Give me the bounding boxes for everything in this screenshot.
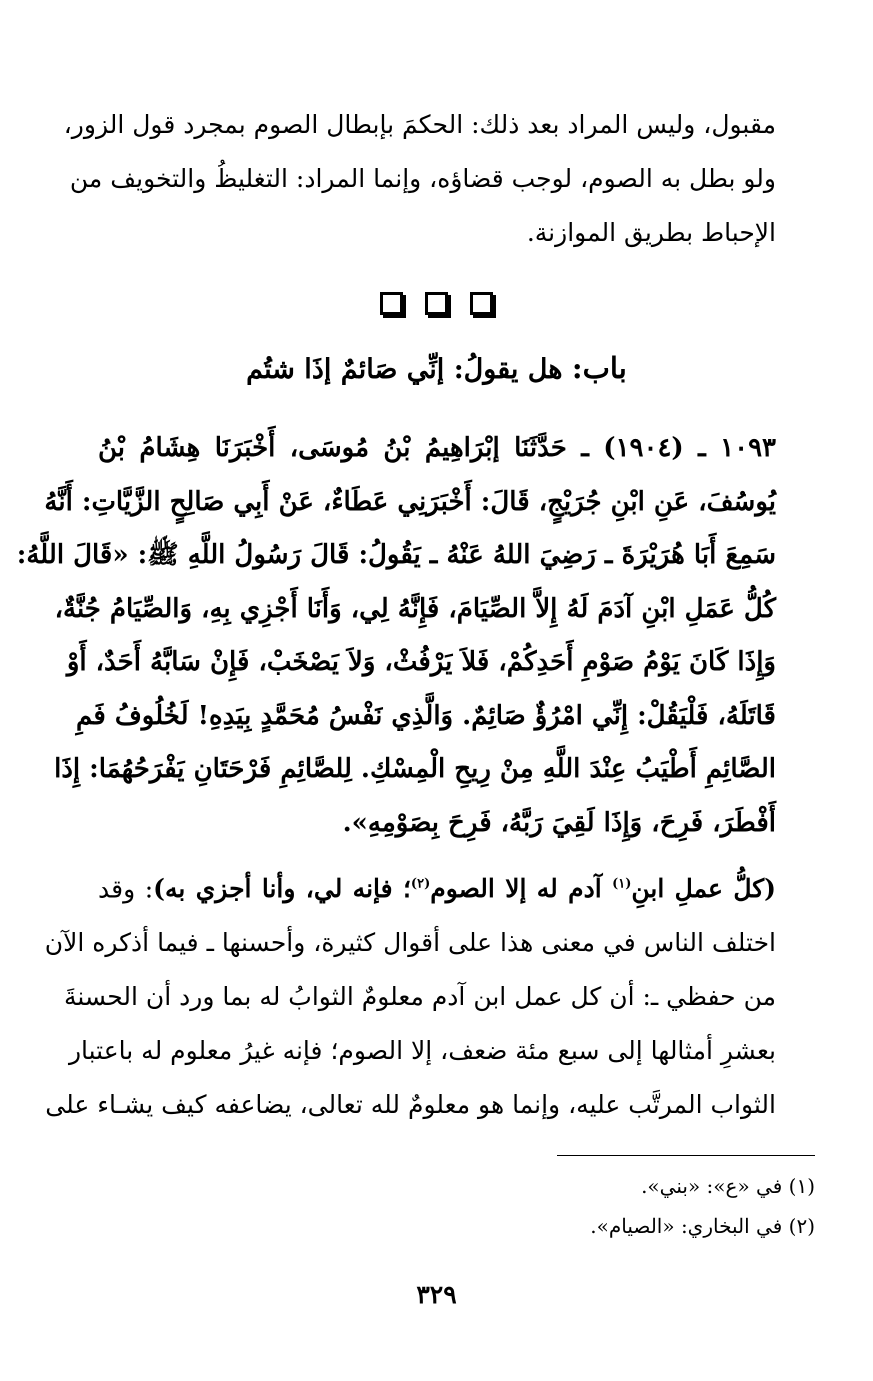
square-ornament-icon [470, 292, 493, 315]
hadith-text [16, 422, 776, 850]
hadith-line: كُلُّ عَمَلِ ابْنِ آدَمَ لَهُ إِلاَّ الصِّيَامَ، فَإِنَّهُ لِي، وَأَنَا أَجْزِي بِهِ، وَالصِّيَامُ جُنَّةٌ، [54, 593, 776, 624]
chapter-heading [0, 346, 873, 392]
intro-paragraph [63, 98, 776, 260]
footnote-ref: (١) [612, 877, 632, 892]
intro-line: ولو بطل به الصوم، لوجب قضاؤه، وإنما المراد: التغليظُ والتخويف من [69, 164, 776, 193]
quoted-phrase [153, 874, 776, 903]
footnote-ref: (٢) [410, 877, 431, 892]
hadith-line: أَفْطَرَ، فَرِحَ، وَإِذَا لَقِيَ رَبَّهُ، فَرِحَ بِصَوْمِهِ». [342, 807, 776, 838]
quote-part: آدم له إلا الصوم [430, 874, 613, 904]
quote-part: (كلُّ عملِ ابنِ [631, 874, 776, 904]
intro-line: الإحباط بطريق الموازنة. [526, 218, 776, 247]
hadith-line: وَإِذَا كَانَ يَوْمُ صَوْمِ أَحَدِكُمْ، فَلاَ يَرْفُثْ، وَلاَ يَصْخَبْ، فَإِنْ سَابَّهُ أَحَدٌ، أَوْ [66, 647, 776, 677]
commentary-line: اختلف الناس في معنى هذا على أقوال كثيرة، وأحسنها ـ فيما أذكره الآن [44, 928, 776, 958]
hadith-line: الصَّائِمِ أَطْيَبُ عِنْدَ اللَّهِ مِنْ رِيحِ الْمِسْكِ. لِلصَّائِمِ فَرْحَتَانِ يَفْرَحُهُمَا: إِذَا [54, 754, 776, 784]
section-divider [0, 292, 873, 315]
chapter-label: باب: [571, 351, 627, 385]
quote-part: ؛ فإنه لي، وأنا أجزي به) [153, 874, 411, 904]
intro-line: مقبول، وليس المراد بعد ذلك: الحكمَ بإبطال الصوم بمجرد قول الزور، [63, 110, 776, 139]
commentary-line: من حفظي ـ: أن كل عمل ابن آدم معلومٌ الثوابُ له بما ورد أن الحسنةَ [63, 982, 776, 1012]
chapter-title: هل يقولُ: إنِّي صَائمٌ إذَا شتُم [246, 354, 563, 385]
hadith-line: ١٠٩٣ ـ (١٩٠٤) ـ حَدَّثَنَا إبْرَاهِيمُ بْنُ مُوسَى، أَخْبَرَنَا هِشَامُ بْنُ [98, 433, 776, 463]
square-ornament-icon [380, 292, 403, 315]
quote-continuation: : وقد [98, 874, 154, 904]
footnote: (٢) في البخاري: «الصيام». [590, 1214, 815, 1238]
commentary-paragraph [44, 858, 776, 1132]
page-number: ٣٢٩ [416, 1280, 457, 1309]
square-ornament-icon [425, 292, 448, 315]
commentary-line: بعشرِ أمثالها إلى سبع مئة ضعف، إلا الصوم؛ فإنه غيرُ معلوم له باعتبار [68, 1036, 776, 1066]
commentary-line: الثواب المرتَّب عليه، وإنما هو معلومٌ لله تعالى، يضاعفه كيف يشـاء على [45, 1090, 776, 1120]
commentary-line [98, 858, 776, 916]
hadith-line: سَمِعَ أَبَا هُرَيْرَةَ ـ رَضِيَ اللهُ عَنْهُ ـ يَقُولُ: قَالَ رَسُولُ اللَّهِ ﷺ: «قَالَ اللَّهُ: [16, 540, 776, 570]
footnote-separator [557, 1155, 815, 1156]
footnote: (١) في «ع»: «بني». [641, 1174, 815, 1198]
footnotes [115, 1166, 815, 1246]
hadith-line: يُوسُفَ، عَنِ ابْنِ جُرَيْجٍ، قَالَ: أَخْبَرَنِي عَطَاءٌ، عَنْ أَبِي صَالِحٍ الزَّيَّاتِ: أَنَّهُ [44, 486, 776, 517]
hadith-line: قَاتَلَهُ، فَلْيَقُلْ: إِنِّي امْرُؤٌ صَائِمٌ. وَالَّذِي نَفْسُ مُحَمَّدٍ بِيَدِهِ! لَخُلُوفُ فَمِ [76, 700, 776, 731]
